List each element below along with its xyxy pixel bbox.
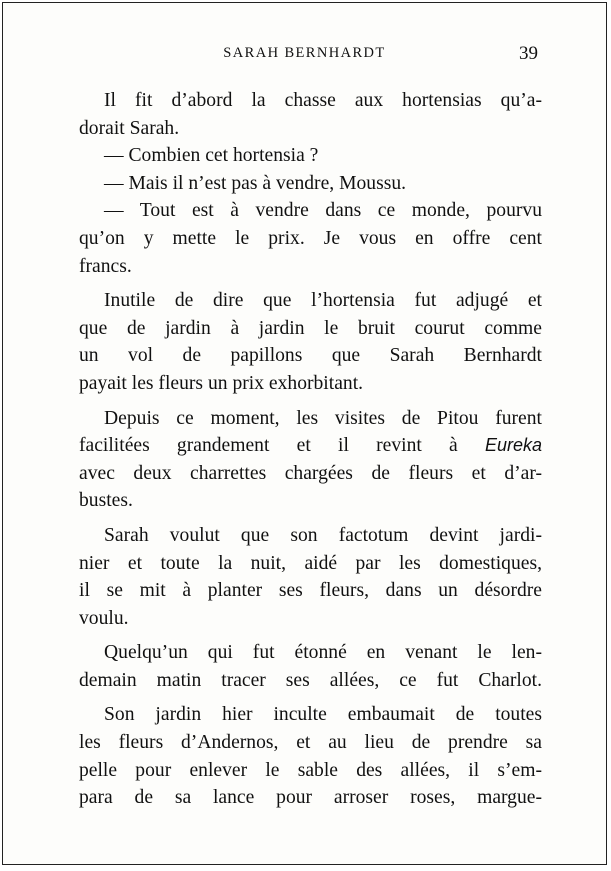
text-line: demain matin tracer ses allées, ce fut Charlot.: [79, 669, 542, 691]
text-line: [79, 432, 542, 460]
text-line: nier et toute la nuit, aidé par les domestiques,: [79, 552, 542, 574]
text-line: — Tout est à vendre dans ce monde, pourvu: [104, 200, 542, 222]
text-line: Quelqu’un qui fut étonné en venant le len-: [104, 642, 542, 664]
text-line: francs.: [79, 255, 132, 277]
book-page: [2, 2, 607, 865]
paragraph: [79, 405, 542, 515]
text-line: les fleurs d’Andernos, et au lieu de prendre sa: [79, 732, 542, 754]
paragraph: [79, 87, 542, 142]
paragraph: [79, 170, 542, 198]
paragraph: [79, 701, 542, 811]
paragraph: [79, 522, 542, 632]
paragraph: [79, 142, 542, 170]
running-title: SARAH BERNHARDT: [223, 45, 386, 61]
text-line: — Mais il n’est pas à vendre, Moussu.: [104, 172, 407, 194]
body-text: [79, 87, 542, 812]
text-line: avec deux charrettes chargées de fleurs et d’ar-: [79, 462, 542, 484]
text-line: para de sa lance pour arroser roses, margue-: [79, 787, 542, 809]
text-line: bustes.: [79, 490, 133, 512]
text-line: payait les fleurs un prix exhorbitant.: [79, 372, 364, 394]
text-line-start: facilitées grandement et il revint à: [79, 435, 458, 457]
text-line: pelle pour enlever le sable des allées, il s’em-: [79, 759, 542, 781]
paragraph: [79, 197, 542, 280]
text-line: — Combien cet hortensia ?: [104, 145, 319, 167]
paragraph: [79, 639, 542, 694]
text-line: qu’on y mette le prix. Je vous en offre cent: [79, 227, 542, 249]
text-line: Il fit d’abord la chasse aux hortensias qu’a-: [104, 90, 542, 111]
text-line: Sarah voulut que son factotum devint jardi-: [104, 524, 542, 546]
text-line: il se mit à planter ses fleurs, dans un désordre: [79, 580, 542, 602]
text-line: Inutile de dire que l’hortensia fut adjugé et: [104, 290, 542, 312]
text-line: Depuis ce moment, les visites de Pitou furent: [104, 407, 542, 429]
text-line: dorait Sarah.: [79, 117, 180, 139]
page-number: 39: [519, 43, 538, 64]
italic-title: Eureka: [484, 435, 542, 456]
paragraph: [79, 287, 542, 397]
text-line: un vol de papillons que Sarah Bernhardt: [79, 345, 542, 367]
text-line: voulu.: [79, 607, 129, 629]
text-line: que de jardin à jardin le bruit courut comme: [79, 317, 542, 339]
text-line: Son jardin hier inculte embaumait de toutes: [104, 704, 542, 726]
